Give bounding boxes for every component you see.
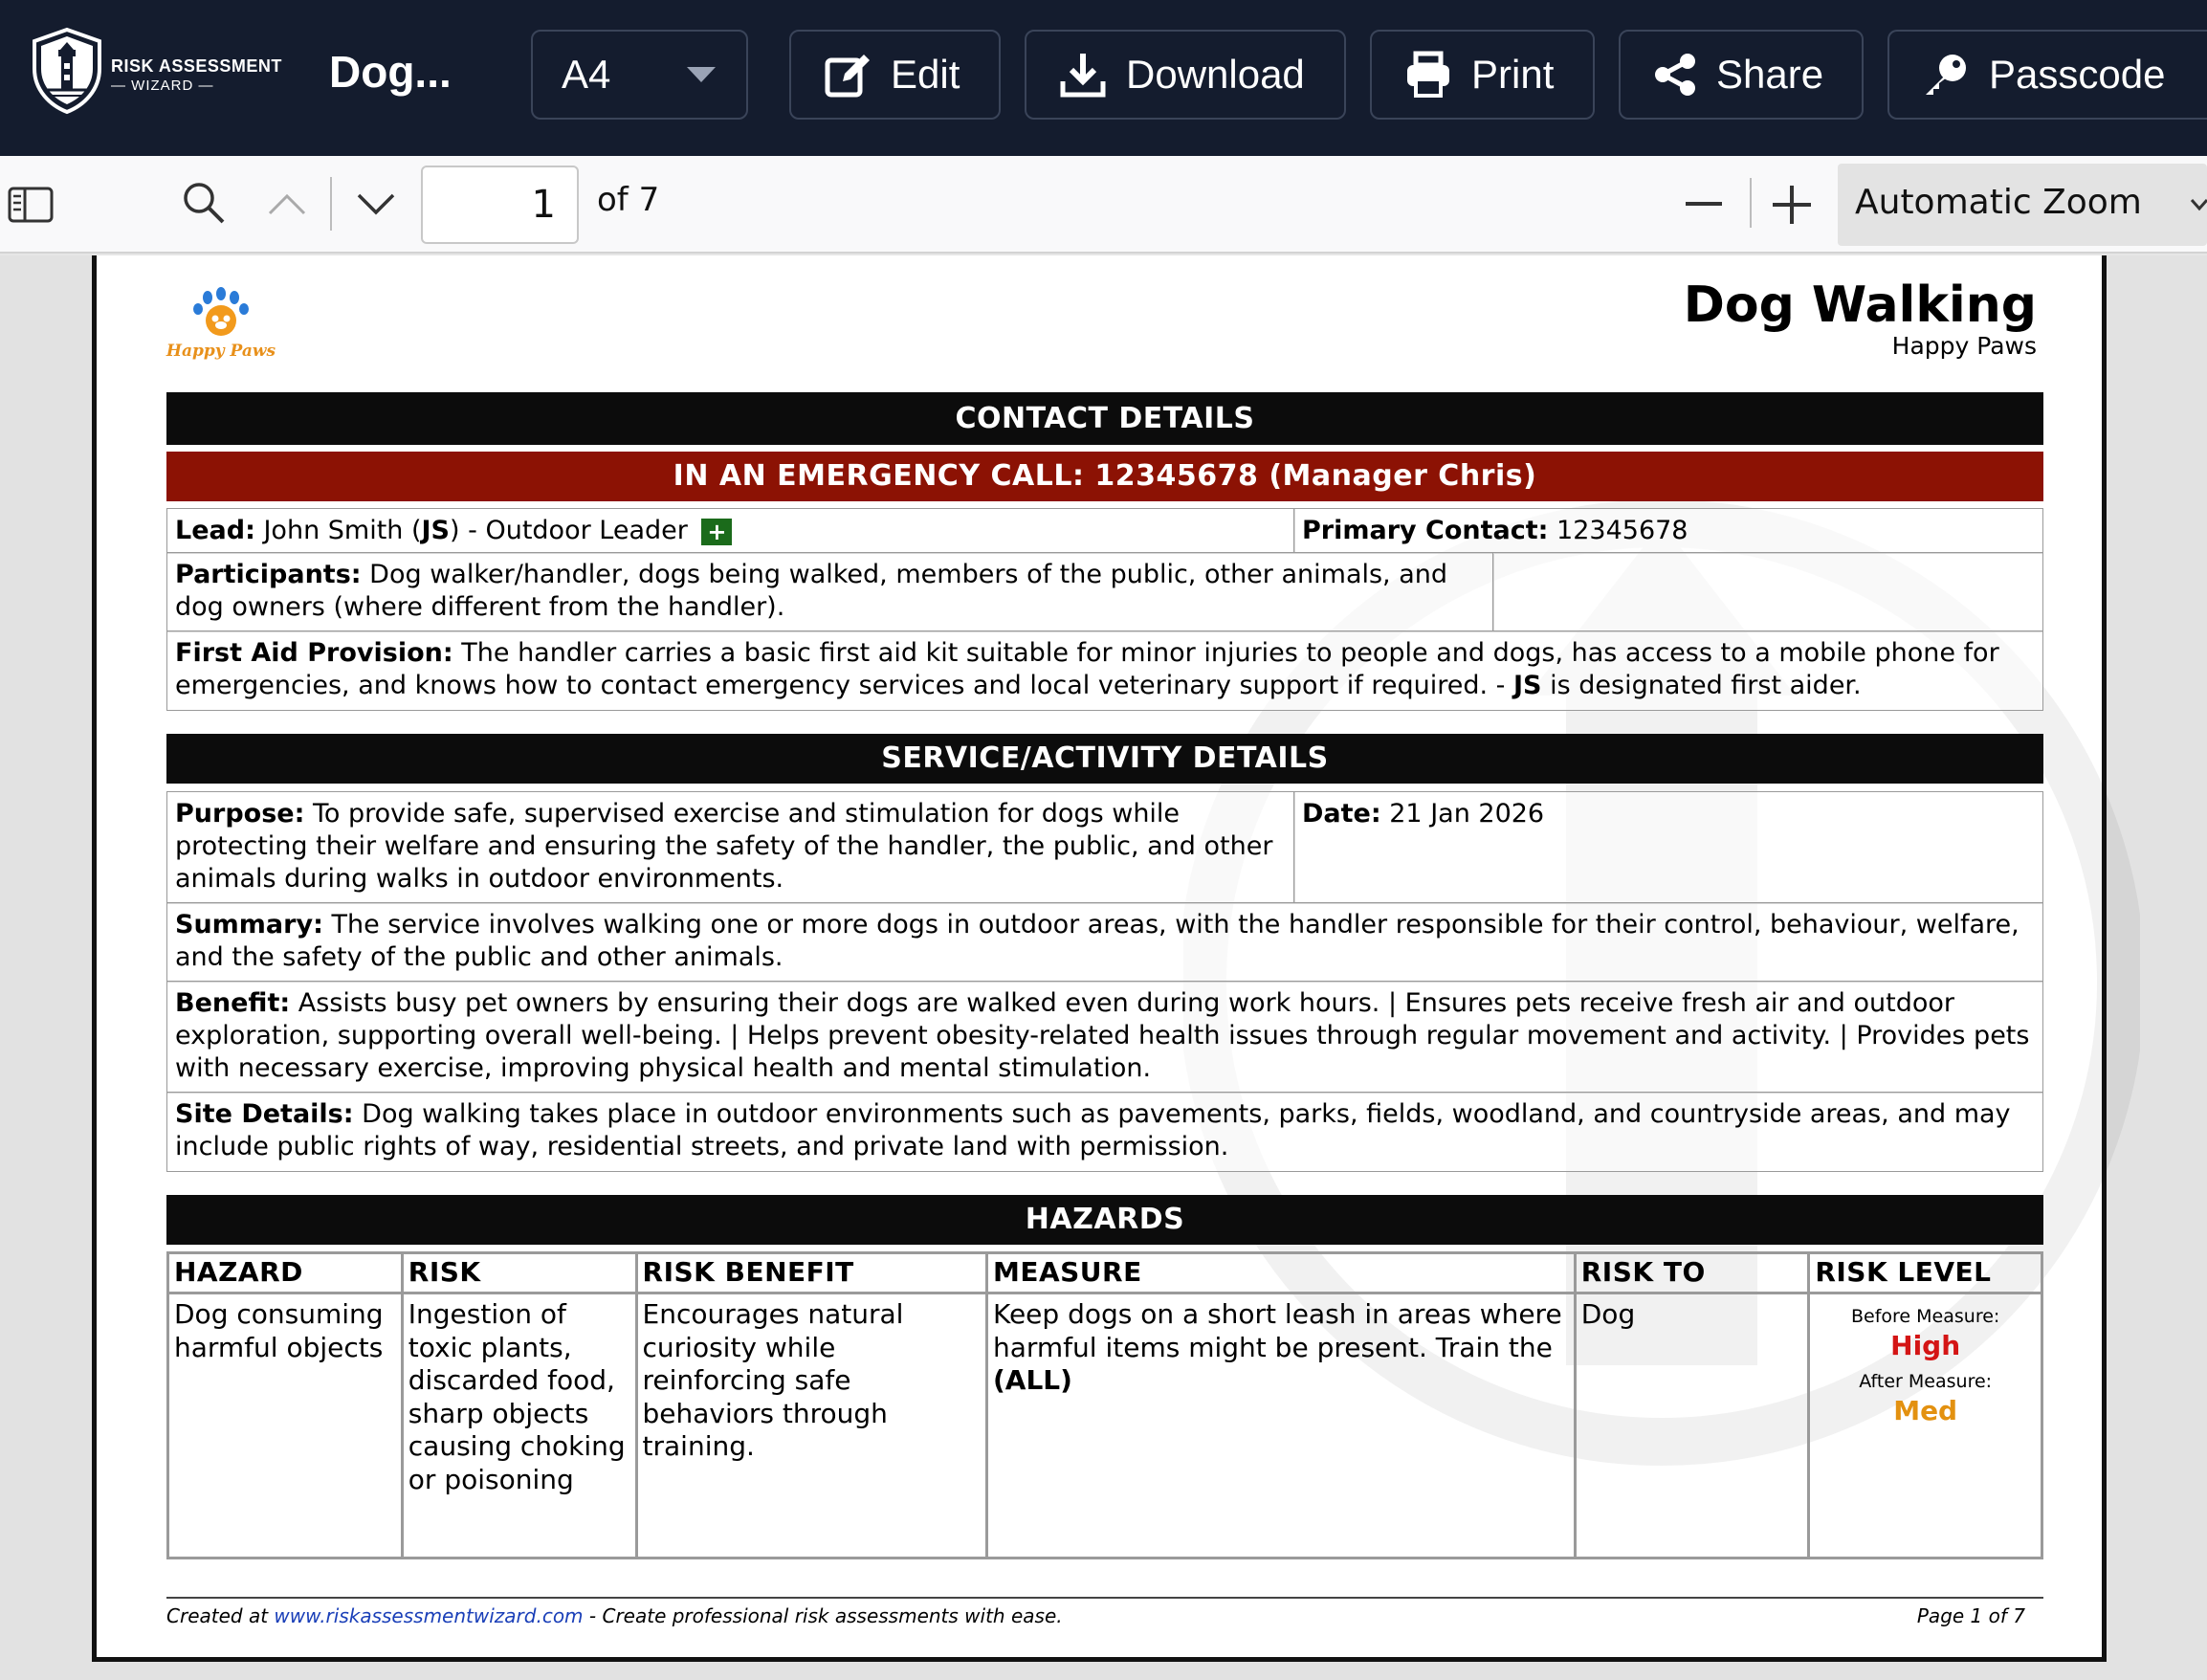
download-icon [1059,51,1107,99]
paper-size-value: A4 [562,52,611,97]
footer-link[interactable]: www.riskassessmentwizard.com [274,1604,584,1627]
purpose-cell [166,791,1295,904]
risk-level-cell [1809,1293,2042,1558]
purpose-label: Purpose: [175,799,305,829]
purpose-value: To provide safe, supervised exercise and stimulation for dogs while protecting their welfare and ensuring the safety of the handler, the public, and other animals during walks in outdoor environments. [175,799,1273,894]
app-header [0,0,2207,156]
hazard-cell: Dog consuming harmful objects [168,1293,403,1558]
toolbar-separator [330,177,332,231]
site-details-cell [166,1092,2043,1172]
activity-details-heading: SERVICE/ACTIVITY DETAILS [166,734,2043,784]
printer-icon [1404,51,1452,99]
sidebar-toggle-icon[interactable] [8,187,54,223]
document-title: Dog... [329,47,452,97]
edit-icon [824,51,872,99]
minus-icon[interactable] [1686,202,1722,208]
date-cell [1293,791,2043,904]
download-button-label: Download [1126,52,1305,97]
company-logo [166,284,276,366]
brand-logo-line2: — WIZARD — [111,77,214,94]
zoom-select-value: Automatic Zoom [1855,183,2142,222]
footer-tagline: - Create professional risk assessments with ease. [588,1604,1063,1627]
document-subheading: Happy Paws [1891,332,2037,360]
benefit-cell [166,981,2043,1094]
column-header-measure: MEASURE [986,1253,1575,1293]
lead-label: Lead: [175,516,255,545]
primary-contact-label: Primary Contact: [1302,516,1549,545]
column-header-risk-level: RISK LEVEL [1809,1253,2042,1293]
hazards-header-row [168,1253,2042,1293]
hazards-table [166,1251,2043,1559]
share-button-label: Share [1716,52,1824,97]
footer-divider [166,1597,2043,1599]
site-details-value: Dog walking takes place in outdoor environments such as pavements, parks, fields, woodland, and countryside areas, and may include public rights of way, residential streets, and private land with permission. [175,1099,2011,1161]
participants-value: Dog walker/handler, dogs being walked, members of the public, other animals, and dog owners (where different from the handler). [175,560,1448,622]
document-heading: Dog Walking [1683,276,2037,334]
passcode-button-label: Passcode [1989,52,2166,97]
summary-label: Summary: [175,910,323,939]
edit-button[interactable] [789,30,1001,120]
column-header-risk-benefit: RISK BENEFIT [636,1253,986,1293]
brand-logo[interactable] [31,27,282,118]
passcode-button[interactable] [1887,30,2207,120]
download-button[interactable] [1025,30,1346,120]
column-header-risk: RISK [402,1253,636,1293]
date-label: Date: [1302,799,1381,829]
add-lead-badge[interactable]: + [701,519,732,545]
edit-button-label: Edit [891,52,960,97]
lead-name: John Smith ( [263,516,422,545]
measure-text: Keep dogs on a short leash in areas where harmful items might be present. Train the [992,1298,1562,1363]
benefit-label: Benefit: [175,988,291,1018]
document-viewer[interactable] [0,255,2207,1680]
summary-cell [166,902,2043,983]
zoom-select[interactable] [1838,164,2207,246]
before-measure-level: High [1890,1330,1961,1361]
toolbar-separator [1750,178,1752,228]
table-row [168,1293,2042,1558]
lead-cell [166,508,1295,554]
measure-cell [986,1293,1575,1558]
chevron-down-icon [2190,198,2207,211]
primary-contact-cell [1293,508,2043,554]
risk-to-cell: Dog [1575,1293,1809,1558]
contact-details-heading: CONTACT DETAILS [166,392,2043,445]
lead-role: ) - Outdoor Leader [450,516,688,545]
risk-benefit-cell: Encourages natural curiosity while reinforcing safe behaviors through training. [636,1293,986,1558]
primary-contact-value: 12345678 [1556,516,1688,545]
page-footer [166,1604,1063,1627]
first-aid-cell [166,630,2043,711]
participants-label: Participants: [175,560,362,589]
risk-cell: Ingestion of toxic plants, discarded food, sharp objects causing choking or poisoning [402,1293,636,1558]
pdf-page [92,255,2107,1662]
chevron-up-icon[interactable] [267,191,307,216]
chevron-down-icon [685,65,717,84]
before-measure-label: Before Measure: [1851,1306,2000,1327]
pdf-toolbar [0,156,2207,254]
hazards-heading: HAZARDS [166,1195,2043,1245]
company-logo-text: Happy Paws [166,342,276,361]
lighthouse-shield-icon [31,27,103,115]
column-header-risk-to: RISK TO [1575,1253,1809,1293]
paper-size-select[interactable] [531,30,748,120]
first-aid-suffix: is designated first aider. [1550,671,1862,700]
site-details-label: Site Details: [175,1099,354,1129]
page-count-label: of 7 [597,181,660,219]
plus-icon[interactable] [1773,186,1811,224]
share-icon [1653,53,1697,97]
after-measure-label: After Measure: [1859,1371,1993,1392]
footer-page-number: Page 1 of 7 [1916,1604,2025,1627]
first-aid-label: First Aid Provision: [175,638,453,668]
footer-created-at: Created at [166,1604,269,1627]
page-number-input[interactable] [421,166,579,244]
key-icon [1922,51,1970,99]
first-aid-initials: JS [1513,671,1542,700]
share-button[interactable] [1619,30,1864,120]
participants-cell [166,552,1494,632]
column-header-hazard: HAZARD [168,1253,403,1293]
first-aid-value: The handler carries a basic first aid kit suitable for minor injuries to people and dogs, has access to a mobile phone for emergencies, and knows how to contact emergency services and local veterinary support if required. - [175,638,1999,700]
lead-initials: JS [421,516,451,545]
date-value: 21 Jan 2026 [1389,799,1545,829]
benefit-value: Assists busy pet owners by ensuring their dogs are walked even during work hours. | Ensures pets receive fresh air and outdoor exploration, supporting overall well-being. | Helps prevent obesity-related health issues through regular movement and activity. | Provides pets with necessary exercise, improving physical health and mental stimulation. [175,988,2030,1083]
search-icon[interactable] [182,181,226,225]
participants-empty-cell [1492,552,2043,632]
print-button[interactable] [1370,30,1595,120]
after-measure-level: Med [1893,1395,1958,1426]
print-button-label: Print [1471,52,1555,97]
paw-icon [166,284,276,342]
brand-logo-line1: RISK ASSESSMENT [111,56,282,76]
chevron-down-icon[interactable] [356,192,396,217]
summary-value: The service involves walking one or more dogs in outdoor areas, with the handler responsible for their control, behaviour, welfare, and the safety of the public and other animals. [175,910,2019,972]
measure-tag: (ALL) [992,1364,1072,1396]
emergency-banner: IN AN EMERGENCY CALL: 12345678 (Manager Chris) [166,452,2043,501]
